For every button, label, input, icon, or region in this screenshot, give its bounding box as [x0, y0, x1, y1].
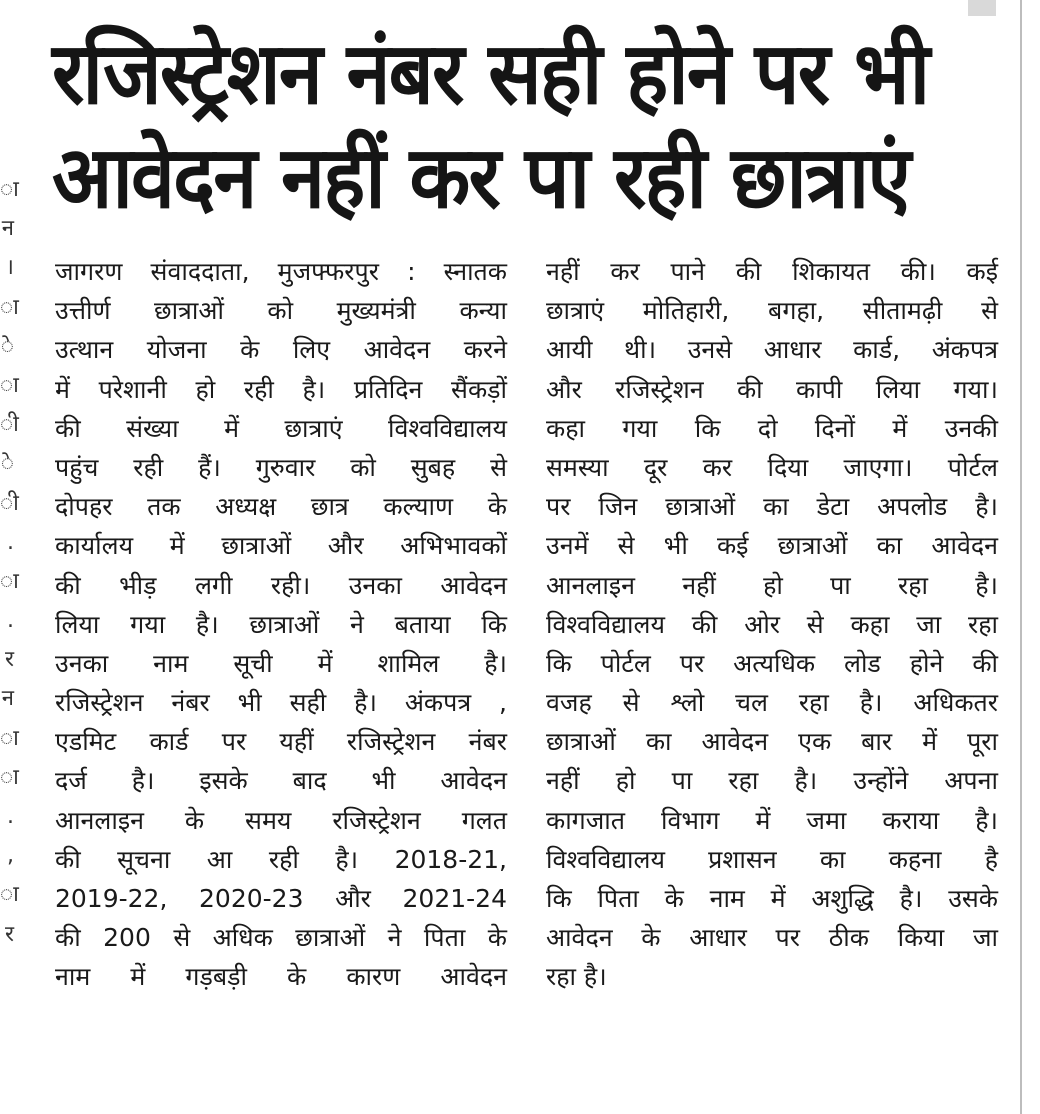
headline-line-1: रजिस्ट्रेशन नंबर सही होने पर भी: [52, 24, 929, 124]
article-line: कागजात विभाग में जमा कराया है।: [546, 805, 998, 835]
article-line: कहा गया कि दो दिनों में उनकी: [546, 413, 998, 443]
article-line: नाम में गड़बड़ी के कारण आवेदन: [55, 962, 507, 992]
article-line: नहीं कर पाने की शिकायत की। कई: [546, 257, 998, 286]
headline: [52, 22, 929, 230]
article-line: रजिस्ट्रेशन नंबर भी सही है। अंकपत्र ,: [55, 688, 507, 718]
article-line: पर जिन छात्राओं का डेटा अपलोड है।: [546, 492, 998, 522]
article-line: की 200 से अधिक छात्राओं ने पिता के: [55, 923, 507, 953]
fragment-char: ा: [0, 725, 19, 751]
headline-line-2: आवेदन नहीं कर पा रही छात्राएं: [52, 128, 910, 228]
article-line: जागरण संवाददाता, मुजफ्फरपुर : स्नातक: [55, 257, 507, 286]
fragment-char: ा: [0, 294, 19, 320]
article-line: समस्या दूर कर दिया जाएगा। पोर्टल: [546, 452, 998, 482]
article-line: दोपहर तक अध्यक्ष छात्र कल्याण के: [55, 492, 507, 522]
article-line: आवेदन के आधार पर ठीक किया जा: [546, 923, 998, 953]
fragment-char: .: [7, 804, 14, 829]
fragment-char: े: [0, 451, 14, 477]
article-line: वजह से श्लो चल रहा है। अधिकतर: [546, 688, 998, 718]
fragment-char: र: [5, 921, 14, 947]
fragment-char: .: [7, 608, 14, 634]
article-line: नहीं हो पा रहा है। उन्होंने अपना: [546, 766, 998, 796]
article-line: कि पिता के नाम में अशुद्धि है। उसके: [546, 884, 998, 913]
fragment-char: ा: [0, 568, 19, 594]
article-line: कार्यालय में छात्राओं और अभिभावकों: [55, 531, 507, 561]
article-line: की संख्या में छात्राएं विश्वविद्यालय: [55, 413, 507, 443]
previous-column-fragment: [0, 170, 19, 954]
page-border-rule: [1020, 0, 1022, 1114]
fragment-char: ।: [5, 255, 14, 281]
fragment-char: ा: [0, 372, 19, 398]
article-line: और रजिस्ट्रेशन की कापी लिया गया।: [546, 374, 998, 404]
article-column-right: [546, 252, 998, 997]
article-line: में परेशानी हो रही है। प्रतिदिन सैंकड़ों: [55, 374, 507, 404]
article-line: की भीड़ लगी रही। उनका आवेदन: [55, 570, 507, 600]
fragment-char: ी: [0, 412, 19, 438]
fragment-char: ा: [0, 882, 19, 908]
article-column-left: [55, 252, 507, 997]
article-line: दर्ज है। इसके बाद भी आवेदन: [55, 766, 507, 796]
fragment-char: ,: [7, 843, 14, 869]
article-line: पहुंच रही हैं। गुरुवार को सुबह से: [55, 452, 507, 482]
article-line: 2019-22, 2020-23 और 2021-24: [55, 884, 507, 913]
article-line: रहा है।: [546, 962, 607, 992]
article-line: कि पोर्टल पर अत्यधिक लोड होने की: [546, 648, 998, 678]
fragment-char: ा: [0, 764, 19, 790]
fragment-char: .: [7, 529, 14, 555]
fragment-char: र: [5, 647, 14, 673]
article-line: लिया गया है। छात्राओं ने बताया कि: [55, 609, 507, 639]
article-line: उत्तीर्ण छात्राओं को मुख्यमंत्री कन्या: [55, 296, 507, 326]
fragment-char: ी: [0, 490, 19, 516]
article-line: छात्राएं मोतिहारी, बगहा, सीतामढ़ी से: [546, 296, 998, 326]
corner-shade: [968, 0, 996, 16]
article-line: एडमिट कार्ड पर यहीं रजिस्ट्रेशन नंबर: [55, 727, 507, 757]
article-line: आनलाइन के समय रजिस्ट्रेशन गलत: [55, 805, 507, 835]
article-line: उनमें से भी कई छात्राओं का आवेदन: [546, 531, 998, 561]
fragment-char: न: [1, 686, 14, 712]
fragment-char: न: [1, 216, 14, 242]
article-line: उनका नाम सूची में शामिल है।: [55, 648, 507, 678]
article-line: आयी थी। उनसे आधार कार्ड, अंकपत्र: [546, 335, 998, 365]
fragment-char: े: [0, 333, 14, 359]
article-line: विश्वविद्यालय की ओर से कहा जा रहा: [546, 609, 998, 639]
article-line: आनलाइन नहीं हो पा रहा है।: [546, 570, 998, 600]
article-line: की सूचना आ रही है। 2018-21,: [55, 844, 507, 874]
article-line: विश्वविद्यालय प्रशासन का कहना है: [546, 844, 998, 874]
article-line: छात्राओं का आवेदन एक बार में पूरा: [546, 727, 998, 757]
article-line: उत्थान योजना के लिए आवेदन करने: [55, 335, 507, 365]
fragment-char: ा: [0, 177, 19, 202]
